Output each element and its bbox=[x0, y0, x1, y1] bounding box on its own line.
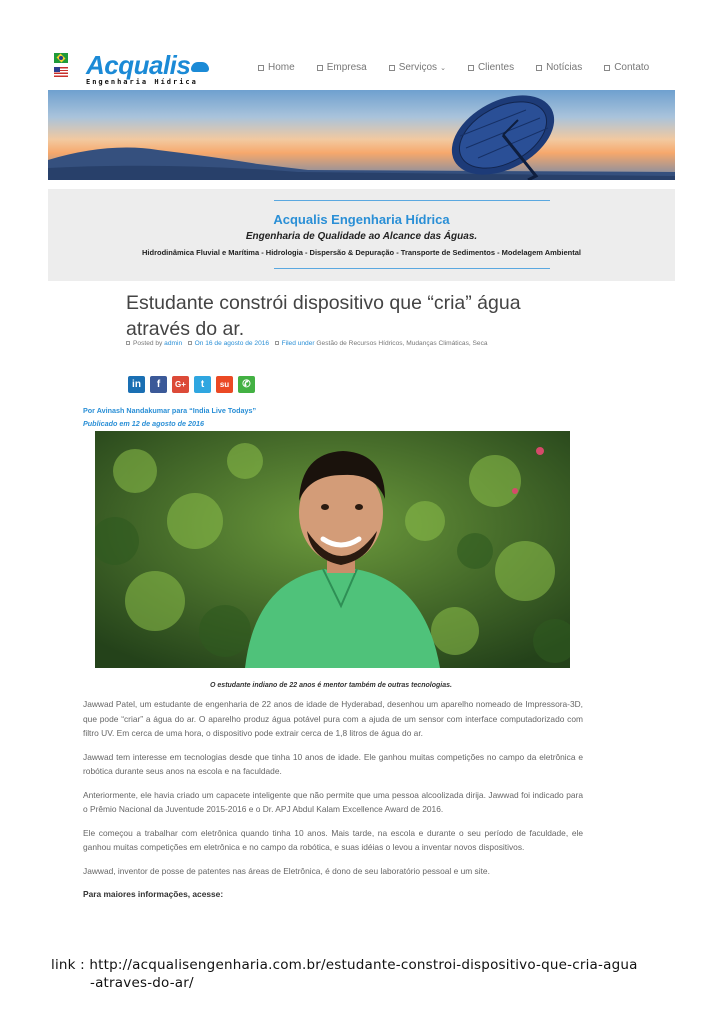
services-list: Hidrodinâmica Fluvial e Marítima - Hidrologia - Dispersão & Depuração - Transporte de Sedimentos - Modelagem Ambiental bbox=[142, 248, 581, 257]
usa-flag-icon[interactable] bbox=[54, 67, 68, 77]
share-bar bbox=[128, 376, 260, 393]
nav-item-empresa[interactable] bbox=[317, 62, 367, 73]
paragraph: Jawwad tem interesse em tecnologias desde que tinha 10 anos de idade. Ele ganhou muitas competições no campo da eletrônica e robótica durante seus anos na escola e na faculdade. bbox=[83, 751, 583, 776]
folder-icon bbox=[275, 341, 279, 345]
language-flags bbox=[54, 53, 68, 81]
byline-published: Publicado em 12 de agosto de 2016 bbox=[83, 419, 205, 428]
nav-item-contato[interactable] bbox=[604, 62, 649, 73]
stumbleupon-share-icon[interactable]: su bbox=[216, 376, 233, 393]
paragraph: Jawwad Patel, um estudante de engenharia de 22 anos de idade de Hyderabad, desenhou um aparelho nomeado de Impressora-3D, que pode “criar” a água do ar. O aparelho produz água potável pura com a ajuda de um sensor com interface computadorizado com filtro UV. Em cerca de uma hora, o dispositivo pode extrair cerca de 1,8 litros de água do ar. bbox=[83, 699, 583, 738]
category-links[interactable]: Gestão de Recursos Hídricos, Mudanças Climáticas, Seca bbox=[316, 340, 488, 347]
home-icon bbox=[258, 65, 264, 71]
satellite-dish-icon bbox=[438, 90, 567, 180]
twitter-share-icon[interactable]: t bbox=[194, 376, 211, 393]
source-link[interactable] bbox=[51, 956, 638, 992]
byline-author: Por Avinash Nandakumar para “India Live Todays” bbox=[83, 406, 257, 415]
article-title: Estudante constrói dispositivo que “cria” água através do ar. bbox=[126, 292, 521, 340]
chevron-down-icon: ⌄ bbox=[440, 64, 446, 72]
post-date: On 16 de agosto de 2016 bbox=[194, 340, 270, 347]
linkedin-share-icon[interactable]: in bbox=[128, 376, 145, 393]
brazil-flag-icon[interactable] bbox=[54, 53, 68, 63]
link-url-line1[interactable]: http://acqualisengenharia.com.br/estudante-constroi-dispositivo-que-cria-agua bbox=[89, 957, 638, 973]
article-meta bbox=[126, 340, 488, 347]
article-body bbox=[83, 697, 583, 911]
tagline-title: Acqualis Engenharia Hídrica bbox=[273, 212, 450, 227]
envelope-icon bbox=[604, 65, 610, 71]
nav-label: Empresa bbox=[326, 62, 367, 73]
posted-by-label: Posted by bbox=[133, 340, 163, 347]
site-logo[interactable] bbox=[86, 50, 209, 86]
nav-label: Clientes bbox=[477, 62, 515, 73]
paragraph: Ele começou a trabalhar com eletrônica quando tinha 10 anos. Mais tarde, na escola e durante o seu período de faculdade, ele ganhou muitas competições em eletrônica e no campo da robótica, e suas idéias o levou a inventar novos dispositivos. bbox=[83, 827, 583, 852]
tagline-subtitle: Engenharia de Qualidade ao Alcance das Águas. bbox=[245, 231, 478, 242]
article-byline bbox=[83, 404, 256, 430]
link-prefix: link : bbox=[51, 957, 90, 973]
divider bbox=[274, 268, 550, 269]
paragraph: Anteriormente, ele havia criado um capacete inteligente que não permite que uma pessoa alcoolizada dirija. Jawwad foi indicado para o Prêmio Nacional da Juventude 2015-2016 e o Dr. APJ Abdul Kalam Excellence Award de 2016. bbox=[83, 789, 583, 814]
tagline-box bbox=[48, 189, 675, 281]
wrench-icon bbox=[389, 65, 395, 71]
googleplus-share-icon[interactable]: G+ bbox=[172, 376, 189, 393]
nav-label: Notícias bbox=[546, 62, 583, 73]
nav-label: Serviços bbox=[398, 62, 438, 73]
header-banner-image bbox=[48, 90, 675, 180]
nav-item-home[interactable] bbox=[258, 62, 295, 73]
more-info-label: Para maiores informações, acesse: bbox=[83, 889, 224, 899]
link-url-line2[interactable]: -atraves-do-ar/ bbox=[90, 975, 194, 991]
users-icon bbox=[468, 65, 474, 71]
news-icon bbox=[536, 65, 542, 71]
cloud-drop-icon bbox=[191, 62, 209, 72]
photo-caption: O estudante indiano de 22 anos é mentor também de outras tecnologias. bbox=[210, 682, 452, 689]
divider bbox=[274, 200, 550, 201]
logo-wordmark: Acqualis bbox=[86, 50, 191, 80]
nav-label: Contato bbox=[614, 62, 650, 73]
main-nav bbox=[258, 62, 671, 73]
user-icon bbox=[126, 341, 130, 345]
nav-item-clientes[interactable] bbox=[468, 62, 514, 73]
logo-subtitle: Engenharia Hídrica bbox=[86, 78, 198, 86]
nav-item-noticias[interactable] bbox=[536, 62, 582, 73]
nav-item-servicos[interactable] bbox=[389, 62, 446, 73]
nav-label: Home bbox=[268, 62, 295, 73]
paragraph: Jawwad, inventor de posse de patentes nas áreas de Eletrônica, é dono de seu laboratório pessoal e um site. bbox=[83, 865, 490, 876]
building-icon bbox=[317, 65, 323, 71]
facebook-share-icon[interactable]: f bbox=[150, 376, 167, 393]
article-photo bbox=[95, 431, 570, 668]
calendar-icon bbox=[188, 341, 192, 345]
whatsapp-share-icon[interactable]: ✆ bbox=[238, 376, 255, 393]
author-link[interactable]: admin bbox=[164, 340, 183, 347]
filed-under-label: Filed under bbox=[281, 340, 315, 347]
